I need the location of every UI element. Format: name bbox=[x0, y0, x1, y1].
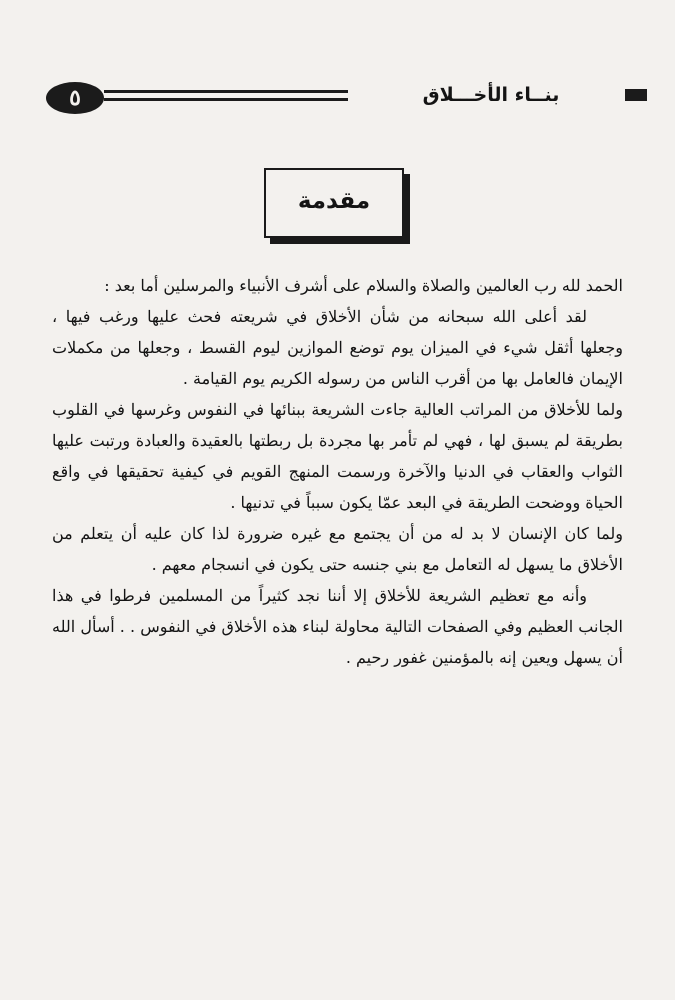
paragraph: ولما للأخلاق من المراتب العالية جاءت الشريعة ببنائها في النفوس وغرسها في القلوب بطريقة لم يسبق لها ، فهي لم تأمر بها مجردة بل ربطتها بالعقيدة والعبادة ورتبت عليها الثواب والعقاب في الدنيا والآخرة ورسمت المنهج القويم في كيفية تحقيقها في واقع الحياة ووضحت الطريقة في البعد عمّا يكون سبباً في تدنيها . bbox=[52, 400, 623, 512]
section-title-box bbox=[264, 168, 404, 238]
page-number: ٥ bbox=[46, 82, 104, 114]
paragraph: ولما كان الإنسان لا بد له من أن يجتمع مع غيره ضرورة لذا كان عليه أن يتعلم من الأخلاق ما يسهل له التعامل مع بني جنسه حتى يكون في انسجام معهم . bbox=[52, 524, 623, 574]
section-title: مقدمة bbox=[297, 188, 371, 214]
header-ornament bbox=[625, 89, 647, 101]
running-title: بنــاء الأخـــلاق bbox=[348, 82, 634, 112]
paragraph: وأنه مع تعظيم الشريعة للأخلاق إلا أننا نجد كثيراً من المسلمين فرطوا في هذا الجانب العظيم وفي الصفحات التالية محاولة لبناء هذه الأخلاق في النفوس . . أسأل الله أن يسهل ويعين إنه بالمؤمنين غفور رحيم . bbox=[52, 586, 623, 667]
body-text bbox=[52, 270, 623, 673]
running-header bbox=[46, 82, 647, 116]
paragraph: لقد أعلى الله سبحانه من شأن الأخلاق في شريعته فحث عليها ورغب فيها ، وجعلها أثقل شيء في الميزان يوم توضع الموازين ليوم القسط ، وجعلها من مكملات الإيمان فالعامل بها من أقرب الناس من رسوله الكريم يوم القيامة . bbox=[52, 307, 623, 388]
paragraph: الحمد لله رب العالمين والصلاة والسلام على أشرف الأنبياء والمرسلين أما بعد : bbox=[104, 276, 623, 295]
